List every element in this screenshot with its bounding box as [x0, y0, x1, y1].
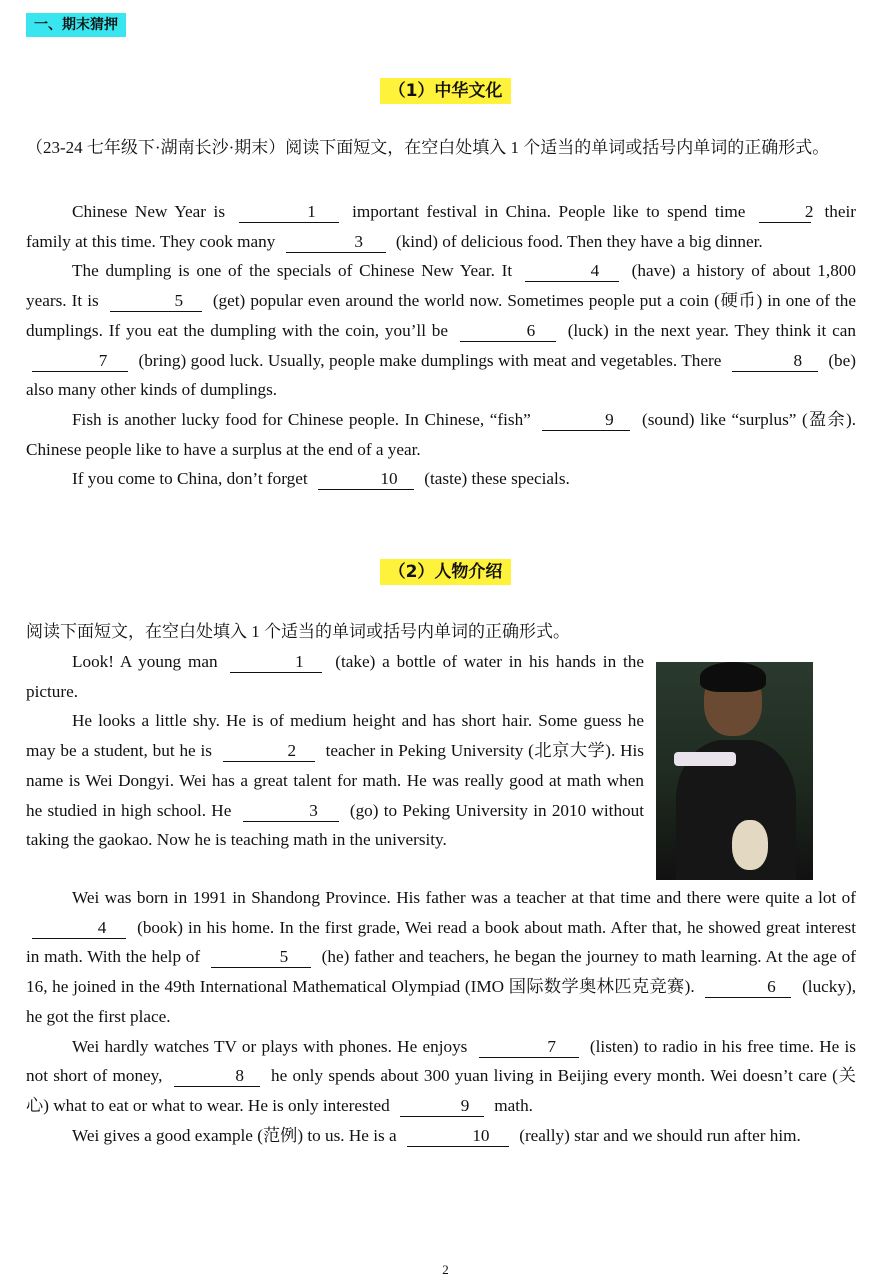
section2-passage-bottom: [26, 883, 856, 1150]
photo-hair: [700, 662, 766, 692]
answer-blank[interactable]: 8: [174, 1066, 260, 1087]
passage-text: Chinese New Year is: [72, 202, 233, 221]
passage-text: If you come to China, don’t forget: [72, 469, 312, 489]
answer-blank[interactable]: 6: [460, 321, 556, 342]
paragraph: [26, 256, 856, 405]
portrait-photo: [656, 662, 813, 880]
passage-text: Wei hardly watches TV or plays with phones. He enjoys: [72, 1036, 473, 1056]
answer-blank[interactable]: 7: [479, 1037, 579, 1058]
passage-text: (book) in his home. In the first grade, Wei read a book about math. After that, he showed great interest in math. With the help of: [26, 917, 856, 967]
paragraph: [26, 405, 856, 464]
section1-intro: （23-24 七年级下·湖南长沙·期末）阅读下面短文，在空白处填入 1 个适当的单词或括号内单词的正确形式。: [26, 138, 830, 157]
answer-blank[interactable]: 10: [318, 469, 414, 490]
section2-title: （2）人物介绍: [380, 559, 512, 585]
passage-text: teacher in Peking University (北京大学). His name is Wei Dongyi. Wei has a great talent for math. He was really good at math when he studied in high school. He: [26, 741, 644, 820]
section1-title-wrap: [0, 76, 891, 101]
passage-text: (really) star and we should run after him.: [514, 1125, 801, 1145]
paragraph: [26, 883, 856, 1032]
passage-text: Fish is another lucky food for Chinese people. In Chinese, “fish”: [72, 409, 537, 429]
passage-text: (take) a bottle of water in his hands in the picture.: [26, 652, 644, 701]
paragraph: [26, 464, 856, 494]
passage-text: (he) father and teachers, he began the journey to math learning. At the age of 16, he joined in the 49th International Mathematical Olympiad (IMO 国际数学奥林匹克竞赛).: [26, 947, 856, 997]
section2-passage-top: [26, 647, 644, 855]
answer-blank[interactable]: 5: [211, 947, 311, 968]
answer-blank[interactable]: 9: [400, 1096, 484, 1117]
passage-text: their family at this time. They cook many: [26, 202, 856, 251]
section2-title-wrap: [0, 557, 891, 582]
paragraph: [26, 1121, 856, 1151]
photo-bag: [732, 820, 768, 870]
passage-text: (get) popular even around the world now. Sometimes people put a coin (硬币) in one of the dumplings. If you eat the dumpling with the coin, you’ll be: [26, 291, 857, 340]
answer-blank[interactable]: 10: [407, 1126, 509, 1147]
passage-text: he only spends about 300 yuan living in Beijing every month. Wei doesn’t care (关心) what to eat or what to wear. He is only interested: [26, 1066, 856, 1115]
answer-blank[interactable]: 2: [223, 741, 315, 762]
photo-bottle: [674, 752, 736, 766]
passage-text: (go) to Peking University in 2010 without taking the gaokao. Now he is teaching math in the university.: [26, 800, 644, 850]
page-number: 2: [442, 1262, 449, 1277]
answer-blank[interactable]: 3: [286, 232, 386, 253]
answer-blank[interactable]: 9: [542, 410, 630, 431]
section2-intro: 阅读下面短文，在空白处填入 1 个适当的单词或括号内单词的正确形式。: [26, 622, 570, 641]
paragraph: [26, 1032, 856, 1121]
passage-text: Wei was born in 1991 in Shandong Province. His father was a teacher at that time and there were quite a lot of: [72, 888, 856, 907]
passage-text: The dumpling is one of the specials of Chinese New Year. It: [72, 261, 519, 281]
paragraph: [26, 706, 644, 855]
passage-text: (be) also many other kinds of dumplings.: [26, 350, 856, 400]
passage-text: (listen) to radio in his free time. He is not short of money,: [26, 1036, 856, 1086]
passage-text: (have) a history of about 1,800 years. It is: [26, 261, 856, 311]
answer-blank[interactable]: 5: [110, 291, 202, 312]
answer-blank[interactable]: 6: [705, 977, 791, 998]
paragraph: [26, 647, 644, 706]
answer-blank[interactable]: 1: [230, 652, 322, 673]
passage-text: Look! A young man: [72, 652, 225, 671]
answer-blank[interactable]: 2: [759, 202, 811, 223]
answer-blank[interactable]: 3: [243, 801, 339, 822]
passage-text: (sound) like “surplus” (盈余). Chinese people like to have a surplus at the end of a year.: [26, 409, 856, 459]
section1-title: （1）中华文化: [380, 78, 512, 104]
passage-text: Wei gives a good example (范例) to us. He is a: [72, 1125, 401, 1145]
paragraph: [26, 197, 856, 256]
answer-blank[interactable]: 7: [32, 351, 128, 372]
answer-blank[interactable]: 4: [32, 918, 126, 939]
passage-text: He looks a little shy. He is of medium height and has short hair. Some guess he may be a student, but he is: [26, 711, 644, 761]
answer-blank[interactable]: 8: [732, 351, 818, 372]
answer-blank[interactable]: 1: [239, 202, 339, 223]
answer-blank[interactable]: 4: [525, 261, 619, 282]
passage-text: math.: [490, 1095, 533, 1115]
passage-text: (taste) these specials.: [419, 469, 570, 489]
section-tag: 一、期末猜押: [26, 13, 126, 37]
passage-text: (luck) in the next year. They think it can: [561, 320, 856, 340]
passage-text: important festival in China. People like to spend time: [344, 202, 753, 221]
passage-text: (kind) of delicious food. Then they have a big dinner.: [391, 231, 763, 251]
passage-text: (lucky), he got the first place.: [26, 977, 857, 1026]
passage-text: (bring) good luck. Usually, people make dumplings with meat and vegetables. There: [134, 350, 726, 370]
section1-passage: [26, 197, 856, 494]
